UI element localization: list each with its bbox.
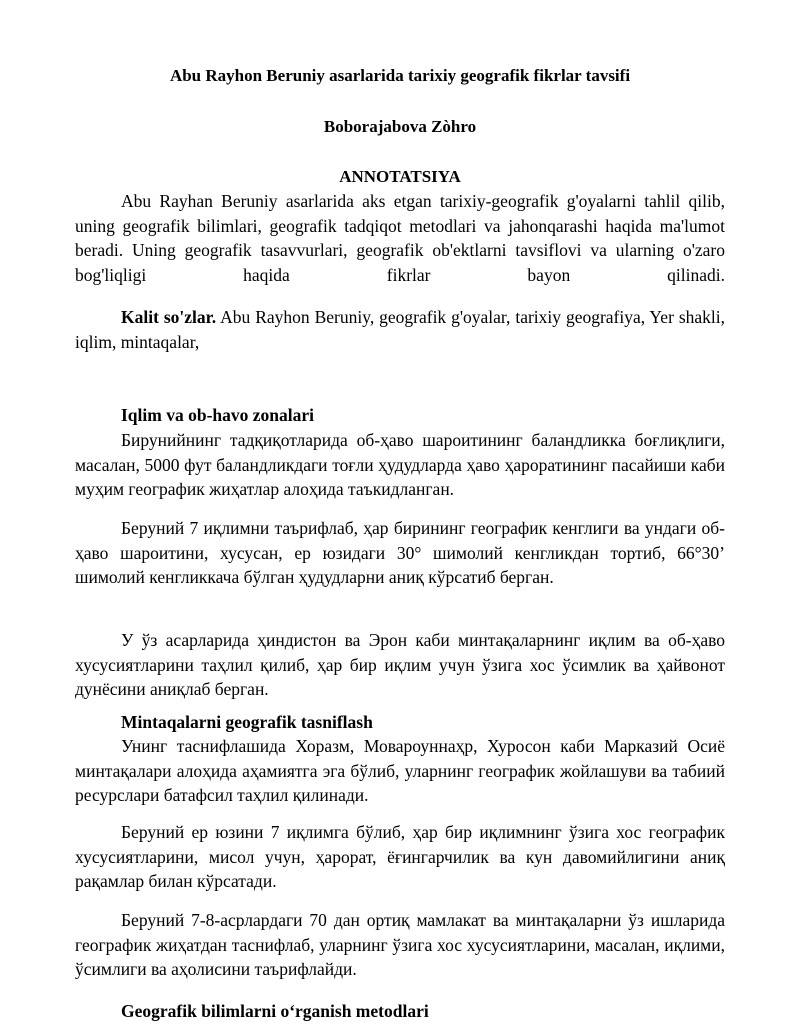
keywords-paragraph: [75, 305, 725, 354]
annotation-heading: ANNOTATSIYA: [339, 167, 461, 186]
document-title: Abu Rayhon Beruniy asarlarida tarixiy geografik fikrlar tavsifi: [169, 66, 631, 85]
section-paragraph: Беруний 7-8-асрлардаги 70 дан ортиқ мамлакат ва минтақаларни ўз ишларида географик жиҳатдан таснифлаб, уларнинг ўзига хос хусусиятларини, масалан, иқлими, ўсимлиги ва аҳолисини таърифлайди.: [75, 910, 725, 979]
section-paragraph: Беруний 7 иқлимни таърифлаб, ҳар бирининг географик кенглиги ва ундаги об-ҳаво шароитини, хусусан, ер юзидаги 30° шимолий кенгликдан тортиб, 66°30’ шимолий кенгликкача бўлган ҳудудларни аниқ кўрсатиб берган.: [75, 518, 725, 587]
author-name: Boborajabova Zòhro: [323, 117, 477, 136]
section-paragraph: У ўз асарларида ҳиндистон ва Эрон каби минтақаларнинг иқлим ва об-ҳаво хусусиятларини таҳлил қилиб, ҳар бир иқлим учун ўзига хос ўсимлик ва ҳайвонот дунёсини аниқлаб берган.: [75, 630, 725, 699]
keywords-label: Kalit so'zlar.: [121, 307, 217, 327]
section-paragraph: Унинг таснифлашида Хоразм, Мовароуннаҳр, Хуросон каби Марказий Осиё минтақалари алоҳида аҳамиятга эга бўлиб, уларнинг географик жойлашуви ва табиий ресурслари батафсил таҳлил қилинади.: [75, 736, 725, 805]
section-heading-climate: Iqlim va ob-havo zonalari: [121, 405, 315, 425]
section-paragraph: Бирунийнинг тадқиқотларида об-ҳаво шароитининг баландликка боғлиқлиги, масалан, 5000 фут баландликдаги тоғли ҳудудларда ҳаво ҳароратининг пасайиши каби муҳим географик жиҳатлар алоҳида таъкидланган.: [75, 430, 725, 499]
keywords-text: Abu Rayhon Beruniy, geografik g'oyalar, tarixiy geografiya, Yer shakli, iqlim, mintaqalar,: [75, 307, 725, 352]
annotation-paragraph: Abu Rayhan Beruniy asarlarida aks etgan tarixiy-geografik g'oyalarni tahlil qilib, uning geografik bilimlari, geografik tadqiqot metodlari va jahonqarashi haqida ma'lumot beradi. Uning geografik tasavvurlari, geografik ob'ektlarni tavsiflovi va ularning o'zaro bog'liqligi haqida fikrlar bayon qilinadi.: [75, 191, 725, 285]
section-heading-methods: Geografik bilimlarni oʻrganish metodlari: [121, 1001, 429, 1021]
section-heading-regions: Mintaqalarni geografik tasniflash: [121, 712, 373, 732]
section-paragraph: Беруний ер юзини 7 иқлимга бўлиб, ҳар бир иқлимнинг ўзига хос географик хусусиятларини, мисол учун, ҳарорат, ёғингарчилик ва кун давомийлигини аниқ рақамлар билан кўрсатади.: [75, 822, 725, 891]
